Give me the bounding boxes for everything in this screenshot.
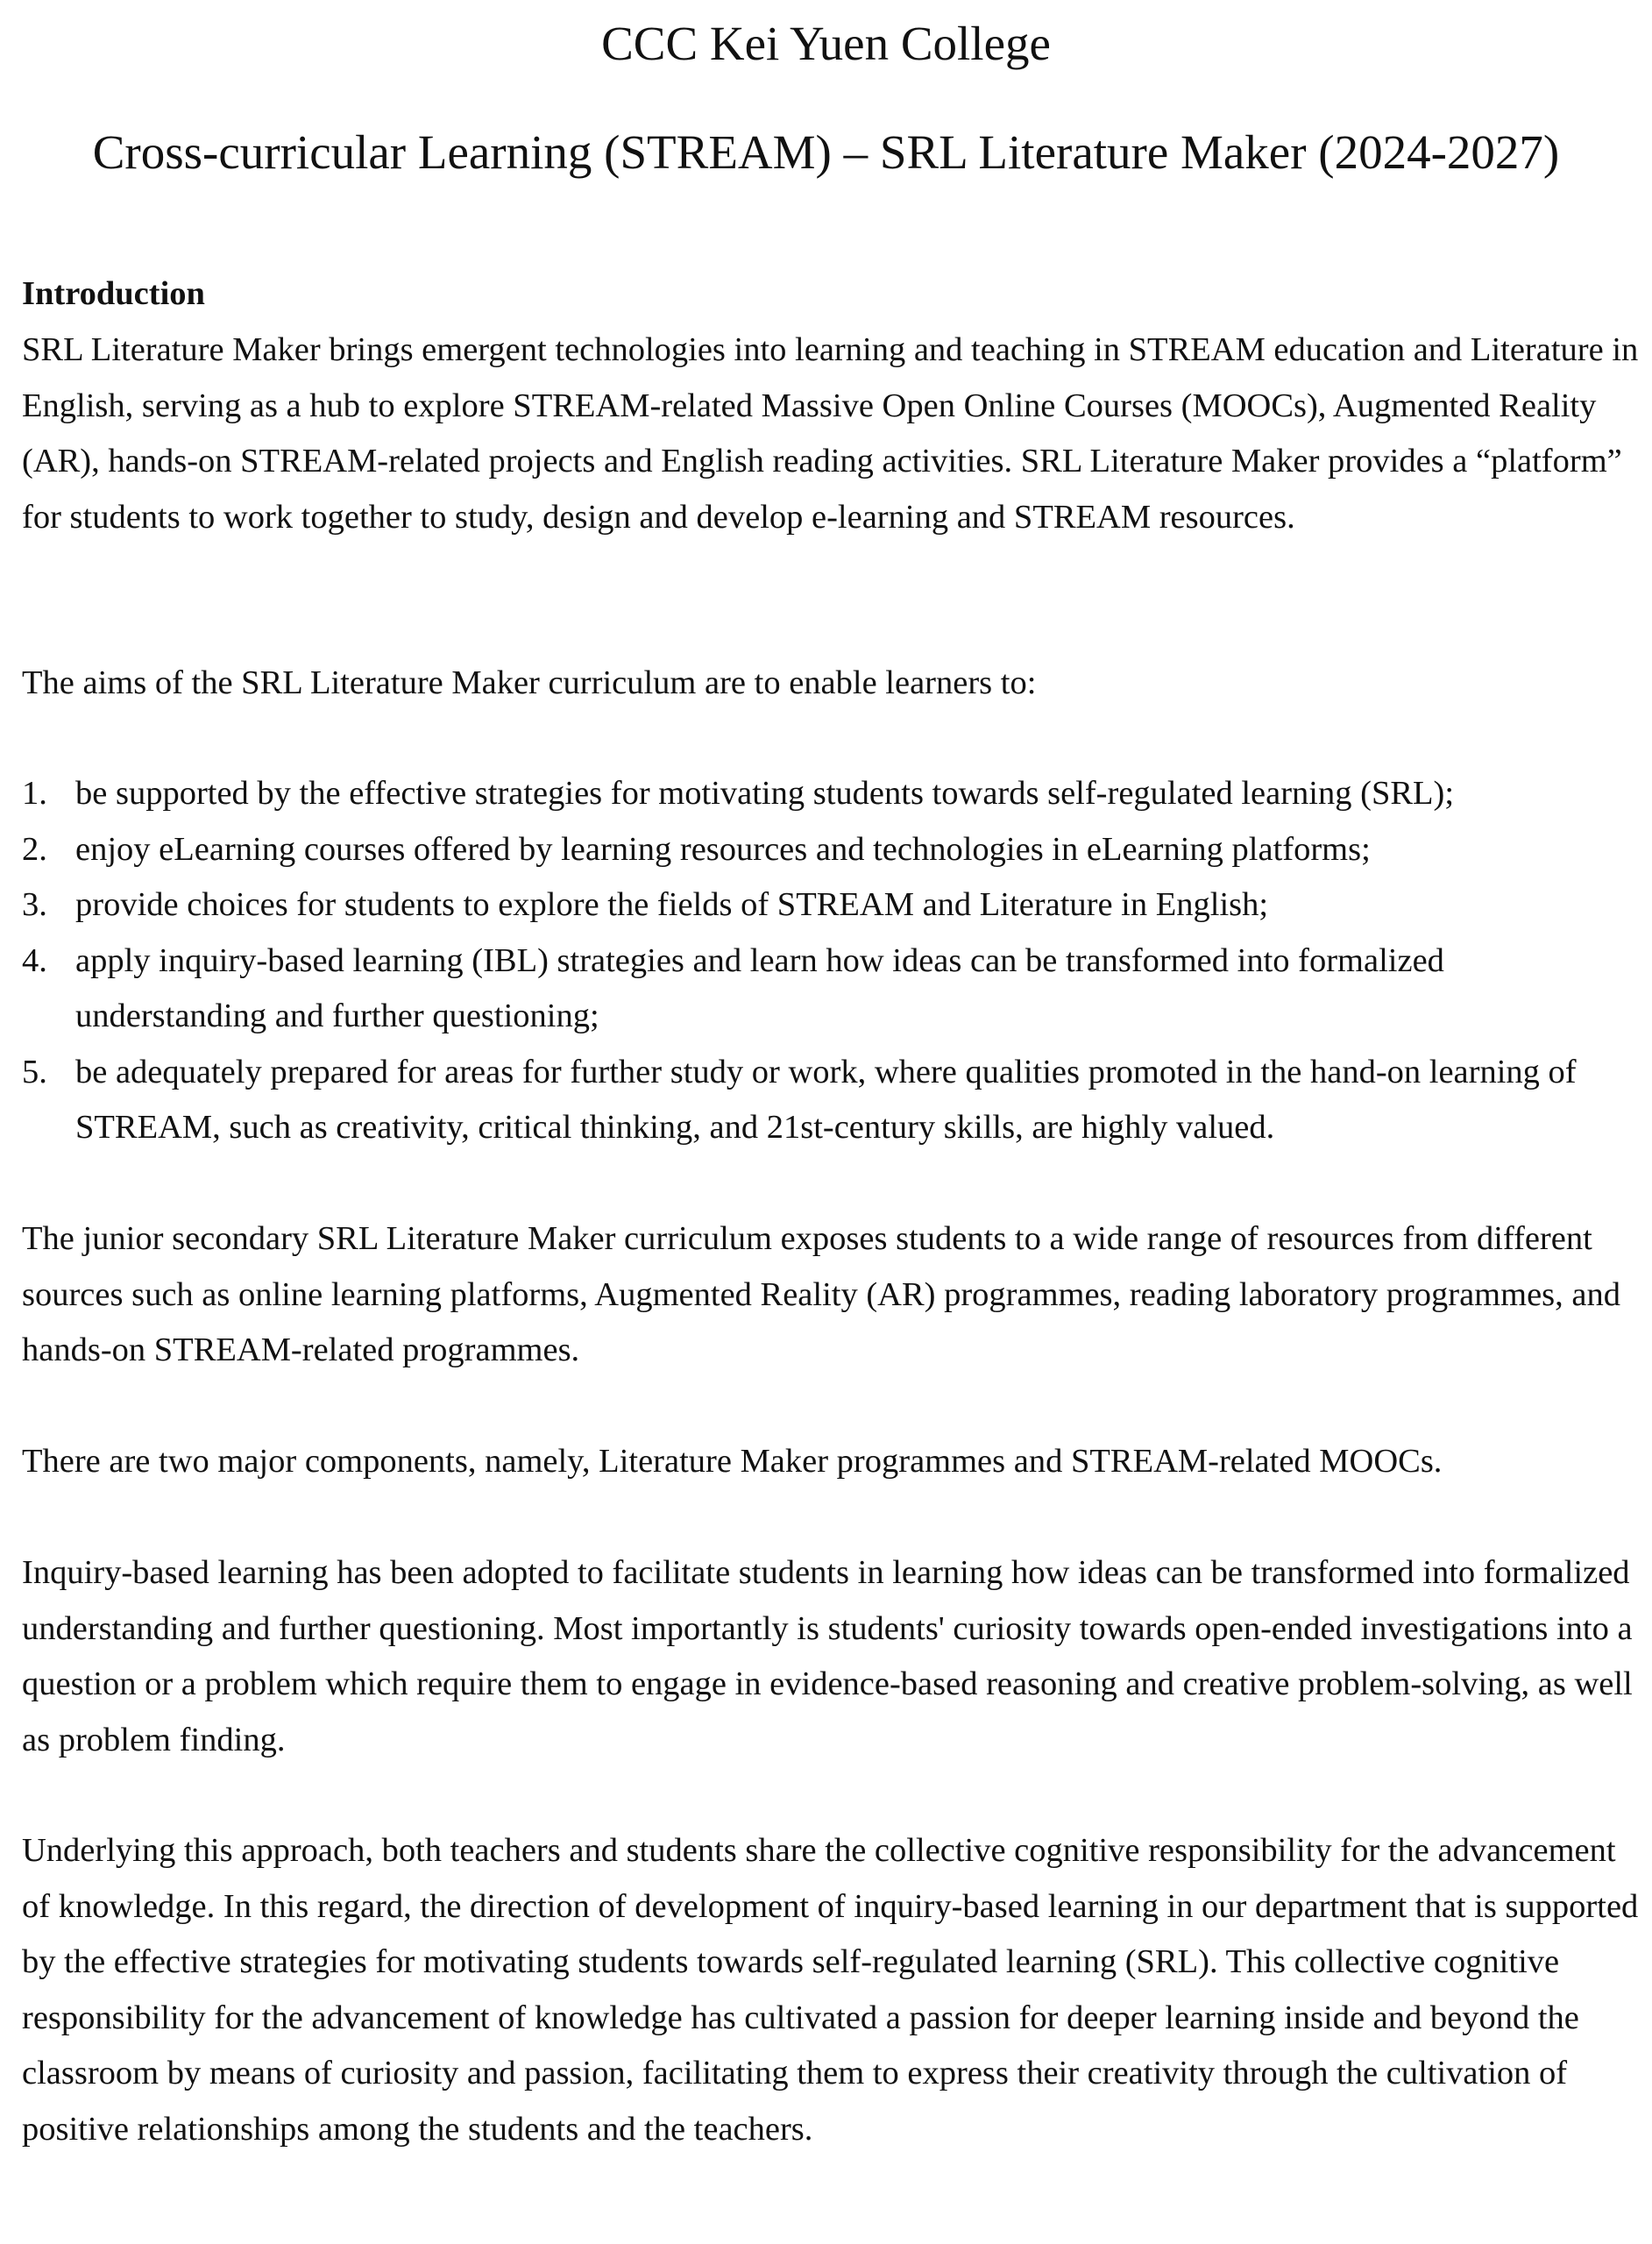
aim-item-4	[22, 934, 1639, 1045]
aim-number: 4.	[22, 941, 47, 979]
aim-number: 3.	[22, 886, 47, 923]
underlying-approach-paragraph: Underlying this approach, both teachers and students share the collective cognitive responsibility for the advancement of knowledge. In this regard, the direction of development of inquiry-based learning in our department that is supported by the effective strategies for motivating students towards self-regulated learning (SRL). This collective cognitive responsibility for the advancement of knowledge has cultivated a passion for deeper learning inside and beyond the classroom by means of curiosity and passion, facilitating them to express their creativity through the cultivation of positive relationships among the students and the teachers.	[22, 1832, 1639, 2148]
aim-number: 1.	[22, 775, 47, 812]
aim-text: provide choices for students to explore the fields of STREAM and Literature in English;	[75, 886, 1269, 923]
aim-item-1	[22, 766, 1639, 822]
introduction-heading: Introduction	[22, 275, 205, 312]
inquiry-paragraph: Inquiry-based learning has been adopted to facilitate students in learning how ideas can be transformed into formalized understanding and further questioning. Most importantly is students' curiosity towards open-ended investigations into a question or a problem which require them to engage in evidence-based reasoning and creative problem-solving, as well as problem finding.	[22, 1554, 1633, 1758]
aim-text: be adequately prepared for areas for further study or work, where qualities promoted in the hand-on learning of STREAM, such as creativity, critical thinking, and 21st-century skills, are highly valued.	[75, 1053, 1577, 1146]
aims-intro: The aims of the SRL Literature Maker curriculum are to enable learners to:	[22, 664, 1037, 701]
aim-text: apply inquiry-based learning (IBL) strategies and learn how ideas can be transformed into formalized understanding and further questioning;	[75, 941, 1444, 1034]
aim-number: 5.	[22, 1053, 47, 1090]
aims-list	[22, 766, 1639, 1156]
aim-text: enjoy eLearning courses offered by learning resources and technologies in eLearning platforms;	[75, 830, 1371, 868]
school-name: CCC Kei Yuen College	[601, 17, 1051, 70]
aim-item-5	[22, 1045, 1639, 1156]
aim-item-3	[22, 877, 1639, 934]
junior-curriculum-paragraph: The junior secondary SRL Literature Maker curriculum exposes students to a wide range of resources from different sources such as online learning platforms, Augmented Reality (AR) programmes, reading laboratory programmes, and hands-on STREAM-related programmes.	[22, 1220, 1620, 1368]
aim-text: be supported by the effective strategies for motivating students towards self-regulated learning (SRL);	[75, 775, 1455, 812]
aim-number: 2.	[22, 830, 47, 868]
aim-item-2	[22, 822, 1639, 878]
components-paragraph: There are two major components, namely, Literature Maker programmes and STREAM-related MOOCs.	[22, 1443, 1443, 1480]
document-title: Cross-curricular Learning (STREAM) – SRL Literature Maker (2024-2027)	[92, 125, 1560, 179]
introduction-paragraph: SRL Literature Maker brings emergent technologies into learning and teaching in STREAM education and Literature in English, serving as a hub to explore STREAM-related Massive Open Online Courses (MOOCs), Augmented Reality (AR), hands-on STREAM-related projects and English reading activities. SRL Literature Maker provides a “platform” for students to work together to study, design and develop e-learning and STREAM resources.	[22, 331, 1639, 536]
